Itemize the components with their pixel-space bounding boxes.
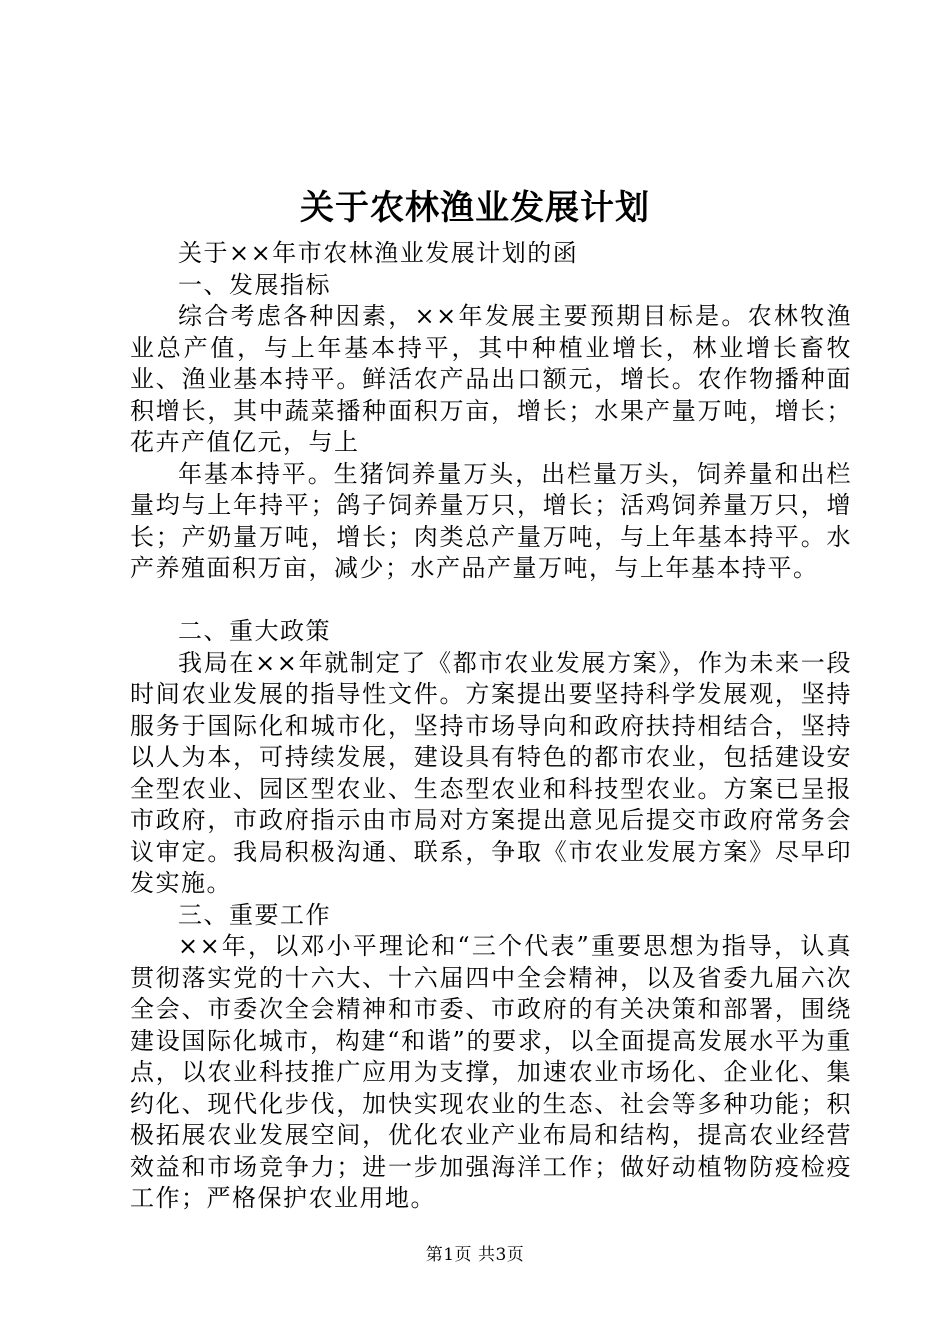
document-title: 关于农林渔业发展计划 — [300, 188, 650, 228]
heading-key-work: 三、重要工作 — [178, 900, 331, 929]
paragraph-key-work: ××年，以邓小平理论和“三个代表”重要思想为指导，认真贯彻落实党的十六大、十六届四中全会精神，以及省委九届六次全会、市委次全会精神和市委、市政府的有关决策和部署，围绕建设国际化城市，构建“和谐”的要求，以全面提高发展水平为重点，以农业科技推广应用为支撑，加速农业市场化、企业化、集约化、现代化步伐，加快实现农业的生态、社会等多种功能；积极拓展农业发展空间，优化农业产业布局和结构，提高农业经营效益和市场竞争力；进一步加强海洋工作；做好动植物防疫检疫工作；严格保护农业用地。 — [130, 932, 852, 1212]
paragraph-policies: 我局在××年就制定了《都市农业发展方案》，作为未来一段时间农业发展的指导性文件。方案提出要坚持科学发展观，坚持服务于国际化和城市化，坚持市场导向和政府扶持相结合，坚持以人为本，可持续发展，建设具有特色的都市农业，包括建设安全型农业、园区型农业、生态型农业和科技型农业。方案已呈报市政府，市政府指示由市局对方案提出意见后提交市政府常务会议审定。我局积极沟通、联系，争取《市农业发展方案》尽早印发实施。 — [130, 648, 852, 897]
heading-development-targets: 一、发展指标 — [178, 270, 331, 299]
paragraph-targets-1: 综合考虑各种因素，××年发展主要预期目标是。农林牧渔业总产值，与上年基本持平，其中种植业增长，林业增长畜牧业、渔业基本持平。鲜活农产品出口额元，增长。农作物播种面积增长，其中蔬菜播种面积万亩，增长；水果产量万吨，增长；花卉产值亿元，与上 — [130, 302, 852, 456]
paragraph-letter-subject: 关于××年市农林渔业发展计划的函 — [178, 239, 579, 267]
document-body — [130, 238, 852, 1215]
blank-line — [130, 585, 852, 617]
page-footer: 第1页 共3页 — [425, 1245, 525, 1265]
heading-major-policies: 二、重大政策 — [178, 617, 331, 645]
paragraph-targets-2: 年基本持平。生猪饲养量万头，出栏量万头，饲养量和出栏量均与上年持平；鸽子饲养量万只，增长；活鸡饲养量万只，增长；产奶量万吨，增长；肉类总产量万吨，与上年基本持平。水产养殖面积万亩，减少；水产品产量万吨，与上年基本持平。 — [130, 459, 852, 582]
